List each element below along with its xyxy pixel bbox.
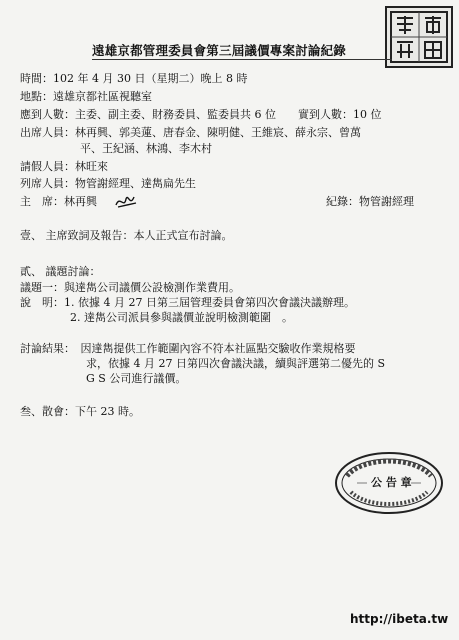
agenda-item-1: 壹、 主席致詞及報告：本人正式宣布討論。 <box>20 229 233 242</box>
result-line-1: 討論結果： 因達雋提供工作範圍內容不符本社區點交驗收作業規格要 <box>20 342 356 355</box>
meeting-place: 地點：遠雄京都社區視聽室 <box>20 90 152 103</box>
adjournment: 叁、散會：下午 23 時。 <box>20 405 140 418</box>
leave-members: 請假人員：林旺來 <box>20 160 108 173</box>
attendees-line-1: 出席人員：林再興、郭美蓮、唐春金、陳明健、王維宸、薛永宗、曾萬 <box>20 126 361 139</box>
topic-1: 議題一：與達雋公司議價公設檢測作業費用。 <box>20 281 240 294</box>
agenda-item-2: 貳、 議題討論： <box>20 265 101 278</box>
attendance-count: 應到人數：主委、副主委、財務委員、監委員共 6 位 實到人數：10 位 <box>20 108 382 121</box>
seal-center-text: 公 告 章 <box>371 476 412 489</box>
explanation-2: 2. 達雋公司派員參與議價並說明檢測範圍 。 <box>70 311 293 324</box>
explanation-1: 說 明：1. 依據 4 月 27 日第三屆管理委員會第四次會議決議辦理。 <box>20 296 355 309</box>
result-line-2: 求，依據 4 月 27 日第四次會議決議，續與評選第二優先的 S <box>86 357 386 370</box>
recorder: 紀錄：物管謝經理 <box>326 195 414 208</box>
square-seal-stamp <box>385 6 453 68</box>
observers: 列席人員：物管謝經理、達雋扁先生 <box>20 177 196 190</box>
chair-signature <box>114 193 138 211</box>
result-line-3: G S 公司進行議價。 <box>86 372 187 385</box>
announcement-seal <box>333 450 445 516</box>
document-title: 遠雄京都管理委員會第三屆議價專案討論紀錄 <box>92 41 392 60</box>
attendees-line-2: 平、王紀涵、林鴻、李木村 <box>80 142 212 155</box>
chairperson: 主 席：林再興 <box>20 195 97 208</box>
meeting-time: 時間：102 年 4 月 30 日（星期二）晚上 8 時 <box>20 72 248 85</box>
source-watermark: http://ibeta.tw <box>350 612 449 626</box>
